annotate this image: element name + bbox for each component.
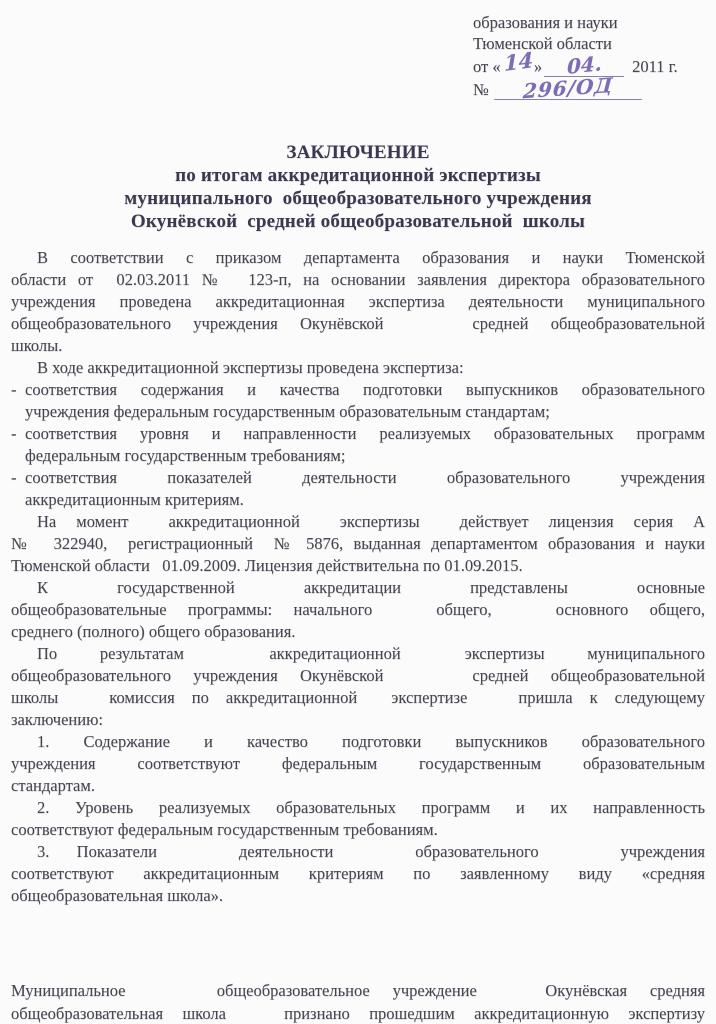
text-line: общеобразовательная школа признано прошедшим аккредитационную экспертизу (11, 1003, 705, 1023)
text-line: Тюменской области 01.09.2009. Лицензия действительна по 01.09.2015. (11, 556, 523, 575)
text-line: В ходе аккредитационной экспертизы проведена экспертиза: (37, 358, 464, 377)
title-line-1: ЗАКЛЮЧЕНИЕ (286, 142, 430, 163)
text-line: школы. (11, 336, 63, 355)
text-line: области от 02.03.2011 № 123-п, на основании заявления директора образовательного (11, 270, 705, 289)
text-line: В соответствии с приказом департамента образования и науки Тюменской (37, 248, 705, 267)
handwritten-number: 296/ОД (521, 72, 614, 104)
approval-stamp (473, 12, 709, 104)
text-line: 3. Показатели деятельности образовательного учреждения (37, 842, 705, 861)
number-sign: № (473, 80, 489, 99)
stamp-number-line (473, 72, 709, 104)
closing-paragraph (11, 980, 705, 1024)
conclusion-item-3 (11, 841, 705, 907)
paragraph-license (11, 511, 705, 577)
title-line-4: Окунёвской средней общеобразовательной школы (130, 211, 586, 232)
text-line: На момент аккредитационной экспертизы действует лицензия серия А (37, 512, 705, 531)
handwritten-day: 14 (503, 47, 533, 76)
text-line: К государственной аккредитации представлены основные (37, 578, 705, 597)
bullet-dash: - (11, 380, 17, 399)
text-line: аккредитационным критериям. (25, 490, 244, 509)
text-line: соответствия содержания и качества подготовки выпускников образовательного (25, 380, 705, 399)
stamp-line-2: Тюменской области (473, 34, 612, 53)
text-line: соответствия показателей деятельности образовательного учреждения (25, 468, 705, 487)
text-line: учреждения проведена аккредитационная экспертиза деятельности муниципального (11, 292, 705, 311)
text-line: учреждения соответствуют федеральным государственным образовательным (11, 754, 705, 773)
paragraph-results-lead (11, 643, 705, 731)
paragraph-programs (11, 577, 705, 643)
text-line: соответствия уровня и направленности реализуемых образовательных программ (25, 424, 705, 443)
text-line: федеральным государственным требованиям; (25, 446, 346, 465)
handwritten-month: 04. (566, 51, 602, 79)
text-line: общеобразовательного учреждения Окунёвской средней общеобразовательной (11, 666, 705, 685)
text-line: школы комиссия по аккредитационной экспертизе пришла к следующему (11, 688, 705, 707)
text-line: среднего (полного) общего образования. (11, 622, 296, 641)
bullet-item-1 (11, 379, 705, 423)
date-close-quote: » (533, 57, 543, 76)
text-line: стандартам. (11, 776, 95, 795)
title-line-3: муниципального общеобразовательного учреждения (124, 188, 592, 209)
text-line: Муниципальное общеобразовательное учреждение Окунёвская средняя (11, 981, 705, 1000)
number-blank-line (494, 72, 642, 104)
title-line-2: по итогам аккредитационной экспертизы (175, 165, 541, 186)
bullet-item-2 (11, 423, 705, 467)
text-line: соответствуют аккредитационным критериям по заявленному виду «средняя (11, 864, 705, 883)
bullet-dash: - (11, 468, 17, 487)
bullet-dash: - (11, 424, 17, 443)
text-line: № 322940, регистрационный № 5876, выданная департаментом образования и науки (11, 534, 705, 553)
document-title (11, 141, 705, 233)
text-line: По результатам аккредитационной экспертизы муниципального (37, 644, 705, 663)
document-body (11, 247, 705, 907)
text-line: соответствуют федеральным государственным требованиям. (11, 820, 438, 839)
text-line: общеобразовательная школа». (11, 886, 224, 905)
bullet-item-3 (11, 467, 705, 511)
paragraph-expertise-list-lead (11, 357, 705, 379)
text-line: заключению: (11, 710, 103, 729)
date-prefix: от « (473, 57, 501, 76)
text-line: общеобразовательного учреждения Окунёвской средней общеобразовательной (11, 314, 705, 333)
text-line: учреждения федеральным государственным образовательным стандартам; (25, 402, 550, 421)
paragraph-intro (11, 247, 705, 357)
conclusion-item-2 (11, 797, 705, 841)
text-line: 2. Уровень реализуемых образовательных программ и их направленность (37, 798, 705, 817)
date-year: 2011 г. (632, 57, 678, 76)
text-line: общеобразовательные программы: начального общего, основного общего, (11, 600, 705, 619)
text-line: 1. Содержание и качество подготовки выпускников образовательного (37, 732, 705, 751)
stamp-line-1: образования и науки (473, 13, 618, 32)
conclusion-item-1 (11, 731, 705, 797)
